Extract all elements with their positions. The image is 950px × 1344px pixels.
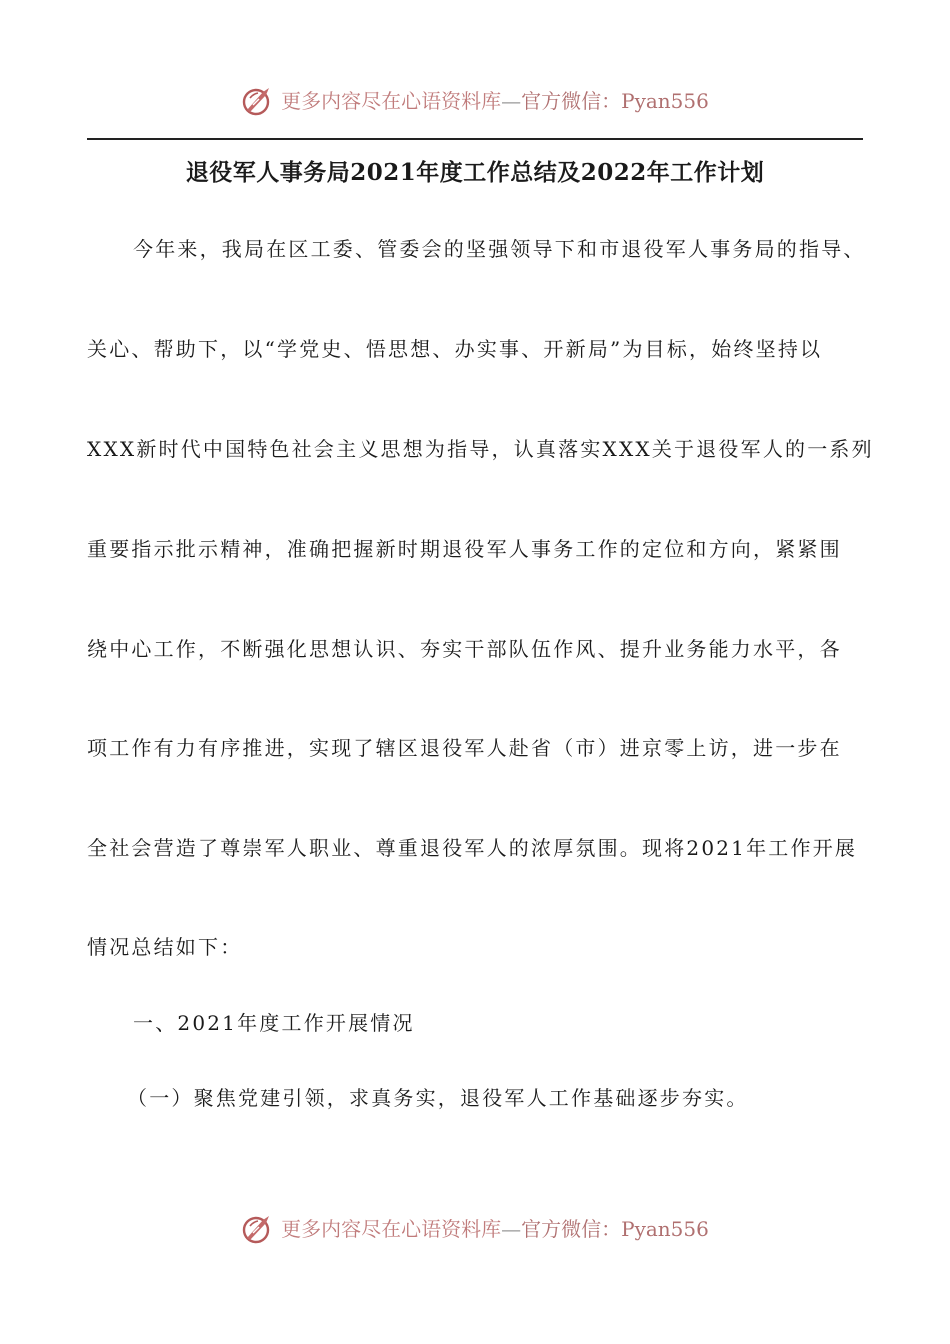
header-banner <box>0 84 950 118</box>
header-banner-main: 更多内容尽在心语资料库 <box>281 89 502 113</box>
paragraph-line: 关心、帮助下，以“学党史、悟思想、办实事、开新局”为目标，始终坚持以 <box>87 337 823 361</box>
pen-nib-logo-icon <box>241 84 275 118</box>
paragraph-line: 项工作有力有序推进，实现了辖区退役军人赴省（市）进京零上访，进一步在 <box>87 736 842 760</box>
subsection-heading: （一）聚焦党建引领，求真务实，退役军人工作基础逐步夯实。 <box>127 1086 749 1110</box>
paragraph-line: 重要指示批示精神，准确把握新时期退役军人事务工作的定位和方向，紧紧围 <box>87 537 842 561</box>
pen-nib-logo-icon <box>241 1212 275 1246</box>
footer-banner-text <box>281 1212 709 1246</box>
footer-banner-separator: — <box>501 1217 522 1241</box>
header-divider <box>87 138 863 140</box>
footer-banner-main: 更多内容尽在心语资料库 <box>281 1217 502 1241</box>
footer-banner-wechat: 官方微信：Pyan556 <box>521 1217 709 1241</box>
paragraph-line: 情况总结如下： <box>87 935 243 959</box>
document-title: 退役军人事务局2021年度工作总结及2022年工作计划 <box>185 159 765 186</box>
footer-banner <box>0 1212 950 1246</box>
paragraph-line: XXX新时代中国特色社会主义思想为指导，认真落实XXX关于退役军人的一系列 <box>87 437 874 461</box>
paragraph-line: 绕中心工作，不断强化思想认识、夯实干部队伍作风、提升业务能力水平，各 <box>87 637 842 661</box>
paragraph-line: 今年来，我局在区工委、管委会的坚强领导下和市退役军人事务局的指导、 <box>133 237 866 261</box>
paragraph-line: 全社会营造了尊崇军人职业、尊重退役军人的浓厚氛围。现将2021年工作开展 <box>87 836 858 860</box>
header-banner-wechat: 官方微信：Pyan556 <box>521 89 709 113</box>
section-heading: 一、2021年度工作开展情况 <box>133 1011 415 1035</box>
header-banner-separator: — <box>501 89 522 113</box>
header-banner-text <box>281 84 709 118</box>
